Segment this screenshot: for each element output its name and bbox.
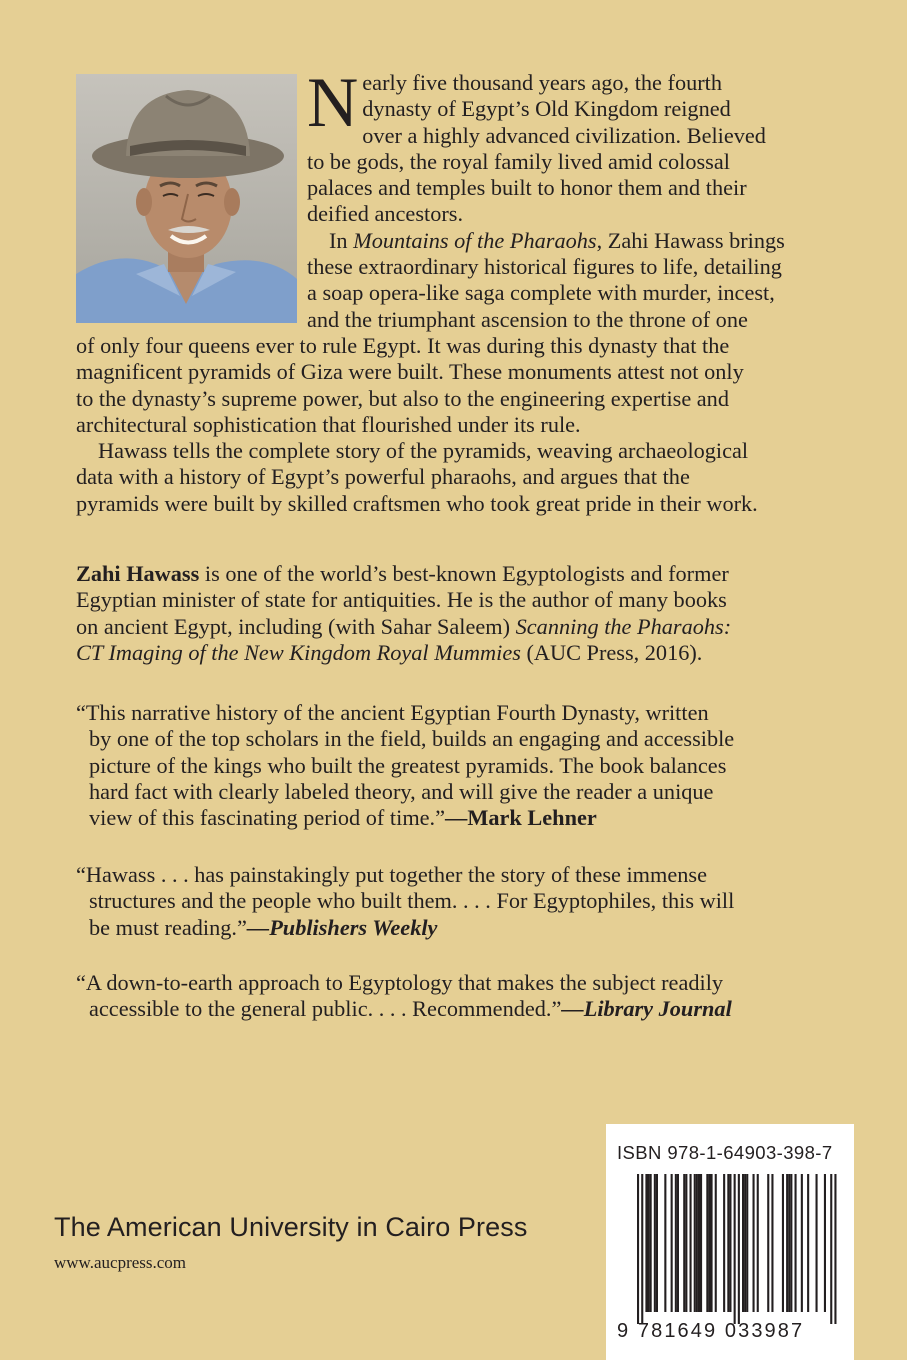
blurb-paragraph-2 <box>76 228 838 438</box>
blurb-line: architectural sophistication that flourished under its rule. <box>76 411 581 437</box>
blurb-line: early five thousand years ago, the fourth <box>362 70 723 95</box>
blurb-line: palaces and temples built to honor them and their <box>307 175 747 201</box>
barcode-bar <box>729 1174 731 1312</box>
barcode-bar <box>801 1174 803 1312</box>
blurb-line: these extraordinary historical figures to life, detailing <box>307 254 782 280</box>
publisher-website: www.aucpress.com <box>54 1253 187 1272</box>
barcode-bar <box>807 1174 809 1312</box>
author-name: Zahi Hawass <box>76 561 200 586</box>
publisher-name: The American University in Cairo Press <box>54 1212 528 1242</box>
drop-cap: N <box>307 64 359 142</box>
review-quote-publishers-weekly <box>76 862 856 941</box>
barcode-bar <box>771 1174 773 1312</box>
barcode-bar <box>708 1174 710 1312</box>
barcode-bar <box>742 1174 744 1312</box>
barcode-bar <box>671 1174 673 1312</box>
barcode-bar <box>675 1174 677 1312</box>
barcode-bar <box>664 1174 666 1312</box>
barcode-bar <box>656 1174 658 1312</box>
bio-line: on ancient Egypt, including (with Sahar Saleem) Scanning the Pharaohs: <box>76 613 732 639</box>
quote-line: by one of the top scholars in the field, builds an engaging and accessible <box>89 726 735 752</box>
blurb-line: dynasty of Egypt’s Old Kingdom reigned <box>362 96 731 122</box>
barcode-bar <box>824 1174 826 1312</box>
blurb-line: magnificent pyramids of Giza were built. These monuments attest not only <box>76 359 744 385</box>
quote-line: accessible to the general public. . . . Recommended.”—Library Journal <box>89 996 732 1022</box>
book-title: CT Imaging of the New Kingdom Royal Mummies <box>76 639 521 665</box>
barcode-bar <box>706 1174 708 1312</box>
barcode-bar <box>738 1174 740 1324</box>
barcode-bar <box>711 1174 713 1312</box>
barcode-bar <box>654 1174 656 1312</box>
blurb-line: In Mountains of the Pharaohs, Zahi Hawass brings <box>329 227 785 253</box>
book-title: Mountains of the Pharaohs <box>353 227 597 253</box>
barcode-bar <box>690 1174 692 1312</box>
barcode-bar <box>746 1174 748 1312</box>
blurb-line: pyramids were built by skilled craftsmen who took great pride in their work. <box>76 490 758 516</box>
blurb-line: to be gods, the royal family lived amid colossal <box>307 148 730 174</box>
quote-line: picture of the kings who built the greatest pyramids. The book balances <box>89 752 727 778</box>
barcode-bar <box>696 1174 698 1312</box>
barcode-bar <box>715 1174 717 1312</box>
barcode-bar <box>834 1174 836 1324</box>
isbn-label: ISBN 978-1-64903-398-7 <box>617 1142 833 1163</box>
barcode-bar <box>744 1174 746 1312</box>
blurb-line: to the dynasty’s supreme power, but also to the engineering expertise and <box>76 385 729 411</box>
barcode-bar <box>788 1174 790 1312</box>
blurb-line: deified ancestors. <box>307 201 464 227</box>
barcode-bar <box>698 1174 700 1312</box>
quote-line: be must reading.”—Publishers Weekly <box>89 914 438 940</box>
barcode-bar <box>795 1174 797 1312</box>
barcode-bar <box>816 1174 818 1312</box>
barcode-bar <box>641 1174 643 1324</box>
blurb-line: of only four queens ever to rule Egypt. It was during this dynasty that the <box>76 332 730 358</box>
barcode-bar <box>790 1174 792 1312</box>
barcode-bar <box>723 1174 725 1312</box>
barcode-bar <box>700 1174 702 1312</box>
barcode-bar <box>637 1174 639 1324</box>
bio-line: Zahi Hawass is one of the world’s best-known Egyptologists and former <box>76 561 729 586</box>
barcode-bar <box>786 1174 788 1312</box>
barcode-bar <box>734 1174 736 1324</box>
barcode-bar <box>782 1174 784 1312</box>
blurb-line: and the triumphant ascension to the throne of one <box>307 306 748 332</box>
barcode-bar <box>727 1174 729 1312</box>
review-quote-library-journal <box>76 970 856 1023</box>
blurb-line: over a highly advanced civilization. Believed <box>362 122 766 148</box>
blurb-paragraph-3 <box>76 438 838 517</box>
blurb-paragraph-1 <box>76 64 838 228</box>
blurb-line: data with a history of Egypt’s powerful pharaohs, and argues that the <box>76 464 690 490</box>
barcode-bar <box>677 1174 679 1312</box>
quote-line: “Hawass . . . has painstakingly put together the story of these immense <box>76 862 707 887</box>
blurb-line: Hawass tells the complete story of the pyramids, weaving archaeological <box>98 438 749 464</box>
quote-attribution: —Publishers Weekly <box>246 914 438 940</box>
quote-attribution: —Mark Lehner <box>445 805 597 831</box>
quote-attribution: —Library Journal <box>561 996 732 1022</box>
barcode-bar <box>767 1174 769 1312</box>
review-quote-lehner <box>76 700 856 831</box>
barcode-bar <box>683 1174 685 1312</box>
bio-line: Egyptian minister of state for antiquities. He is the author of many books <box>76 587 727 613</box>
quote-line: “This narrative history of the ancient Egyptian Fourth Dynasty, written <box>76 700 709 725</box>
barcode-bar <box>753 1174 755 1312</box>
barcode-bar <box>830 1174 832 1324</box>
barcode-bar <box>757 1174 759 1312</box>
barcode-bar <box>648 1174 650 1312</box>
barcode-bars <box>631 1174 843 1324</box>
blurb-line: a soap opera-like saga complete with murder, incest, <box>307 280 775 306</box>
quote-line: view of this fascinating period of time.”—Mark Lehner <box>89 805 597 831</box>
author-bio <box>76 561 846 666</box>
book-description <box>76 64 838 517</box>
barcode-bar <box>645 1174 647 1312</box>
barcode-bar <box>685 1174 687 1312</box>
ean-digits: 9 781649 033987 <box>617 1320 805 1342</box>
barcode-bar <box>650 1174 652 1312</box>
quote-line: hard fact with clearly labeled theory, and will give the reader a unique <box>89 778 714 804</box>
quote-line: “A down-to-earth approach to Egyptology that makes the subject readily <box>76 970 724 995</box>
book-title: Scanning the Pharaohs: <box>515 613 732 639</box>
quote-line: structures and the people who built them. . . . For Egyptophiles, this will <box>89 888 735 914</box>
bio-line: CT Imaging of the New Kingdom Royal Mummies (AUC Press, 2016). <box>76 639 703 665</box>
barcode-bar <box>694 1174 696 1312</box>
